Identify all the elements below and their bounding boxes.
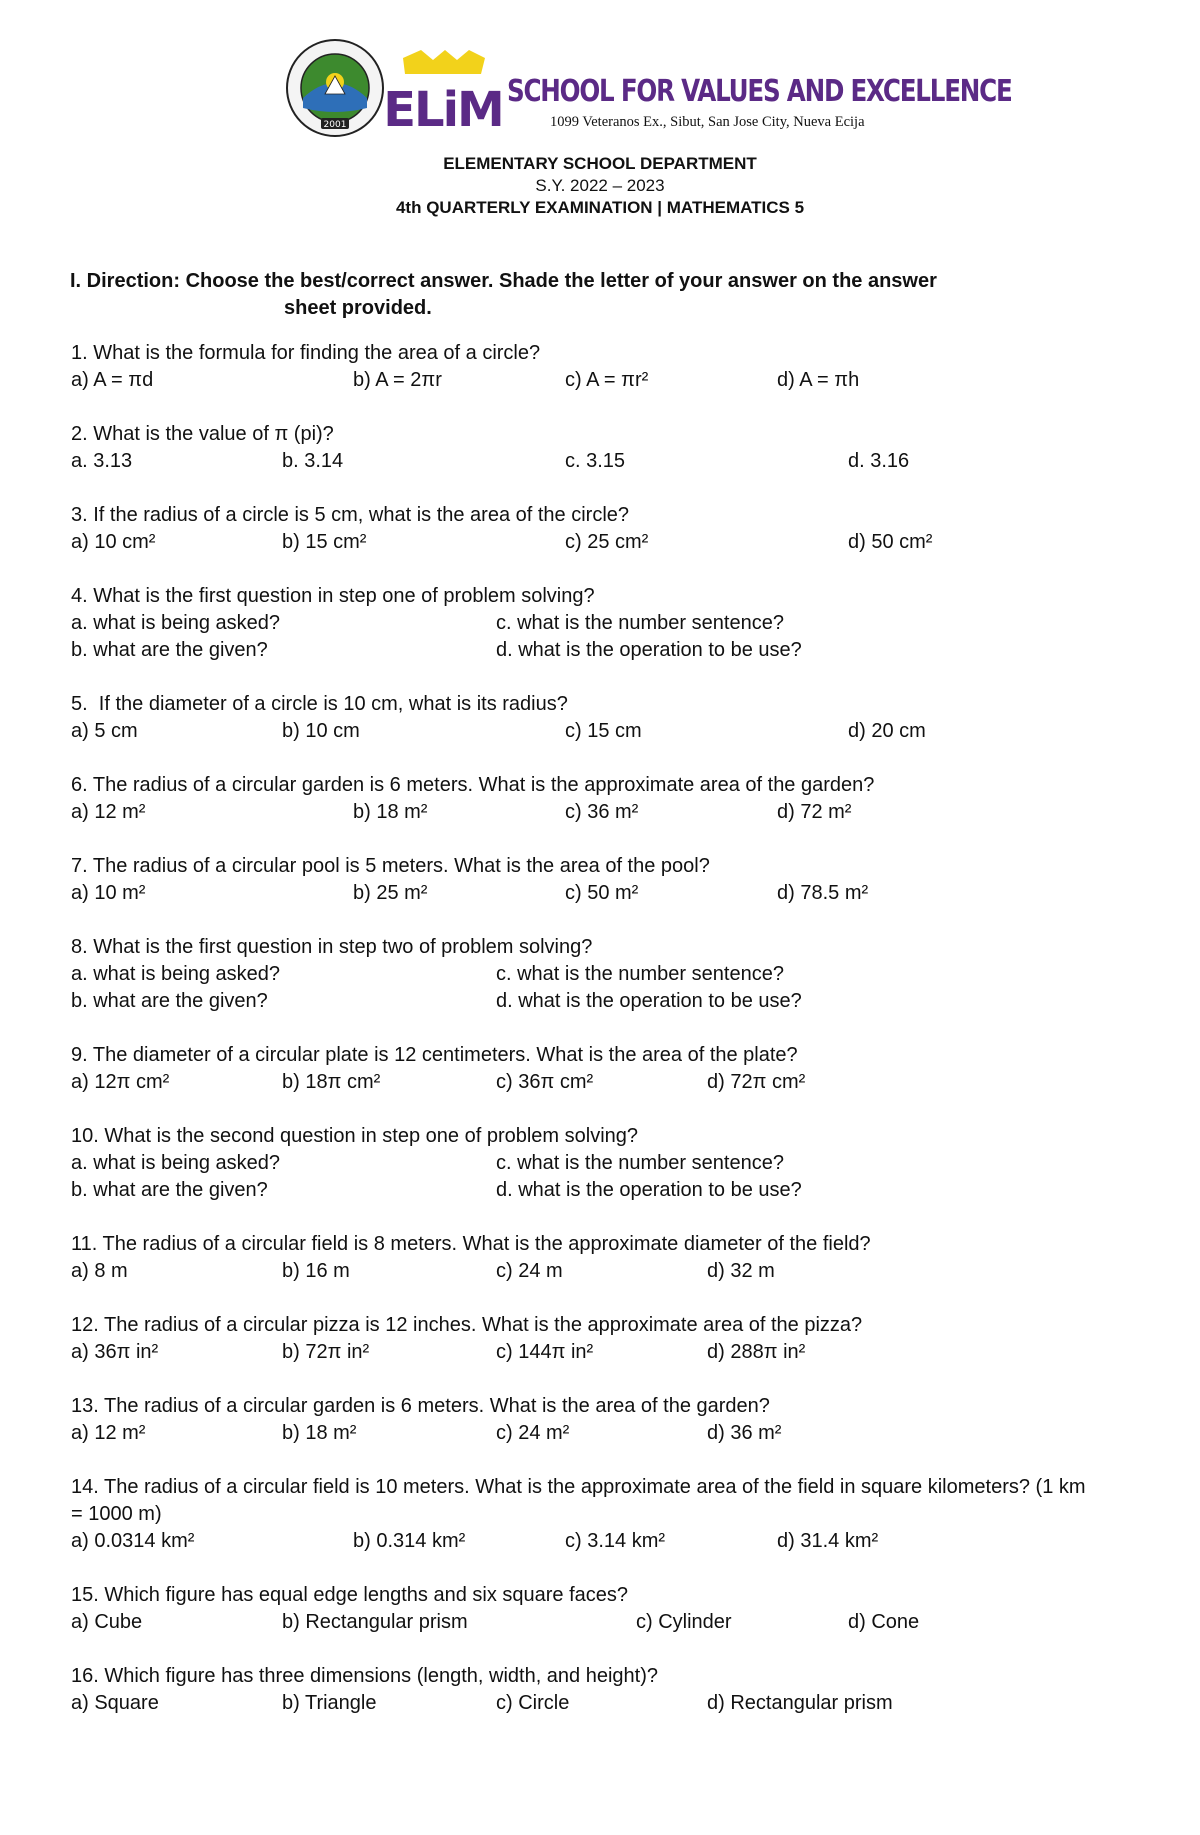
option-d: d) 288π in²: [707, 1341, 806, 1363]
option-a: a) 36π in²: [71, 1341, 159, 1363]
option-b: b) 18 m²: [353, 801, 428, 823]
option-d: d) 31.4 km²: [777, 1530, 879, 1552]
svg-text:ELiM: ELiM: [383, 82, 503, 138]
option-d: d) 78.5 m²: [777, 882, 869, 904]
option-d: d) A = πh: [777, 369, 860, 391]
option-c: c. 3.15: [565, 450, 626, 472]
option-d: d. what is the operation to be use?: [496, 1179, 802, 1201]
option-a: a. what is being asked?: [71, 963, 281, 985]
question-text: 7. The radius of a circular pool is 5 meters. What is the area of the pool?: [71, 855, 710, 877]
option-c: c. what is the number sentence?: [496, 1152, 784, 1174]
option-c: c) 3.14 km²: [565, 1530, 666, 1552]
option-d: d) 50 cm²: [848, 531, 933, 553]
option-c: c) Circle: [496, 1692, 570, 1714]
option-a: a) 12π cm²: [71, 1071, 170, 1093]
school-year: S.Y. 2022 – 2023: [535, 176, 665, 195]
question-text: 6. The radius of a circular garden is 6 meters. What is the approximate area of the garden?: [71, 774, 875, 796]
option-d: d) 20 cm: [848, 720, 926, 742]
option-c: c) 144π in²: [496, 1341, 594, 1363]
question-text: 14. The radius of a circular field is 10 meters. What is the approximate area of the field in square kilometers? (1 km = 1000 m): [71, 1476, 1092, 1525]
option-b: b. what are the given?: [71, 990, 268, 1012]
option-a: a) 8 m: [71, 1260, 128, 1282]
option-d: d) 36 m²: [707, 1422, 782, 1444]
elim-logo: [383, 50, 503, 138]
option-c: c) 36π cm²: [496, 1071, 594, 1093]
exam-title: 4th QUARTERLY EXAMINATION | MATHEMATICS 5: [395, 198, 805, 217]
option-b: b. what are the given?: [71, 639, 268, 661]
question-13: [71, 1393, 1151, 1444]
option-b: b) 72π in²: [282, 1341, 370, 1363]
option-b: b) 16 m: [282, 1260, 350, 1282]
question-text: 12. The radius of a circular pizza is 12 inches. What is the approximate area of the pizza?: [71, 1314, 863, 1336]
question-12: [71, 1312, 1151, 1363]
department-title: ELEMENTARY SCHOOL DEPARTMENT: [443, 154, 757, 173]
option-d: d. what is the operation to be use?: [496, 990, 802, 1012]
option-b: b) 10 cm: [282, 720, 360, 742]
option-d: d) 32 m: [707, 1260, 775, 1282]
direction-line-1: I. Direction: Choose the best/correct answer. Shade the letter of your answer on the answer: [70, 270, 937, 292]
question-text: 11. The radius of a circular field is 8 meters. What is the approximate diameter of the field?: [71, 1233, 871, 1255]
option-d: d) 72π cm²: [707, 1071, 806, 1093]
option-d: d) Cone: [848, 1611, 920, 1633]
option-b: b) 18π cm²: [282, 1071, 381, 1093]
question-1: [71, 340, 1151, 391]
option-c: c) 15 cm: [565, 720, 642, 742]
direction-line-2: sheet provided.: [284, 297, 432, 319]
school-name: SCHOOL FOR VALUES AND EXCELLENCE: [507, 74, 1012, 109]
option-d: d) 72 m²: [777, 801, 852, 823]
question-6: [71, 772, 1151, 823]
question-text: 10. What is the second question in step one of problem solving?: [71, 1125, 639, 1147]
option-c: c) 24 m: [496, 1260, 563, 1282]
question-5: [71, 691, 1151, 742]
option-d: d. what is the operation to be use?: [496, 639, 802, 661]
question-15: [71, 1582, 1151, 1633]
question-text: 4. What is the first question in step one of problem solving?: [71, 585, 595, 607]
question-9: [71, 1042, 1151, 1093]
question-7: [71, 853, 1151, 904]
option-a: a) 5 cm: [71, 720, 138, 742]
option-c: c) A = πr²: [565, 369, 649, 391]
option-d: d. 3.16: [848, 450, 910, 472]
question-text: 15. Which figure has equal edge lengths and six square faces?: [71, 1584, 629, 1606]
question-text: 1. What is the formula for finding the area of a circle?: [71, 342, 541, 364]
question-text: 9. The diameter of a circular plate is 12 centimeters. What is the area of the plate?: [71, 1044, 798, 1066]
question-4: [71, 583, 1151, 661]
option-a: a) 12 m²: [71, 801, 146, 823]
question-14: [71, 1474, 1151, 1552]
option-a: a) A = πd: [71, 369, 154, 391]
question-16: [71, 1663, 1151, 1714]
question-10: [71, 1123, 1151, 1201]
question-text: 5. If the diameter of a circle is 10 cm, what is its radius?: [71, 693, 568, 715]
option-a: a. 3.13: [71, 450, 133, 472]
question-8: [71, 934, 1151, 1012]
question-text: 13. The radius of a circular garden is 6 meters. What is the area of the garden?: [71, 1395, 770, 1417]
option-c: c. what is the number sentence?: [496, 963, 784, 985]
option-b: b) 18 m²: [282, 1422, 357, 1444]
option-b: b) 0.314 km²: [353, 1530, 466, 1552]
option-b: b) 25 m²: [353, 882, 428, 904]
option-a: a) Square: [71, 1692, 159, 1714]
option-a: a) 0.0314 km²: [71, 1530, 195, 1552]
option-a: a) 12 m²: [71, 1422, 146, 1444]
option-a: a. what is being asked?: [71, 1152, 281, 1174]
question-3: [71, 502, 1151, 553]
option-a: a. what is being asked?: [71, 612, 281, 634]
question-text: 8. What is the first question in step two of problem solving?: [71, 936, 593, 958]
letterhead: [285, 38, 1012, 138]
option-d: d) Rectangular prism: [707, 1692, 893, 1714]
question-11: [71, 1231, 1151, 1282]
option-a: a) Cube: [71, 1611, 143, 1633]
question-2: [71, 421, 1151, 472]
option-b: b. 3.14: [282, 450, 344, 472]
option-b: b) A = 2πr: [353, 369, 442, 391]
option-c: c) 24 m²: [496, 1422, 570, 1444]
option-c: c) 50 m²: [565, 882, 639, 904]
option-a: a) 10 m²: [71, 882, 146, 904]
question-text: 2. What is the value of π (pi)?: [71, 423, 334, 445]
question-text: 16. Which figure has three dimensions (length, width, and height)?: [71, 1665, 659, 1687]
option-b: b) 15 cm²: [282, 531, 367, 553]
option-c: c. what is the number sentence?: [496, 612, 784, 634]
option-b: b) Triangle: [282, 1692, 377, 1714]
school-seal-logo: [285, 38, 385, 138]
option-c: c) 36 m²: [565, 801, 639, 823]
option-c: c) Cylinder: [636, 1611, 732, 1633]
option-c: c) 25 cm²: [565, 531, 649, 553]
option-a: a) 10 cm²: [71, 531, 156, 553]
svg-text:2001: 2001: [323, 120, 347, 130]
school-address: 1099 Veteranos Ex., Sibut, San Jose City, Nueva Ecija: [550, 114, 865, 130]
question-text: 3. If the radius of a circle is 5 cm, what is the area of the circle?: [71, 504, 630, 526]
option-b: b. what are the given?: [71, 1179, 268, 1201]
option-b: b) Rectangular prism: [282, 1611, 468, 1633]
